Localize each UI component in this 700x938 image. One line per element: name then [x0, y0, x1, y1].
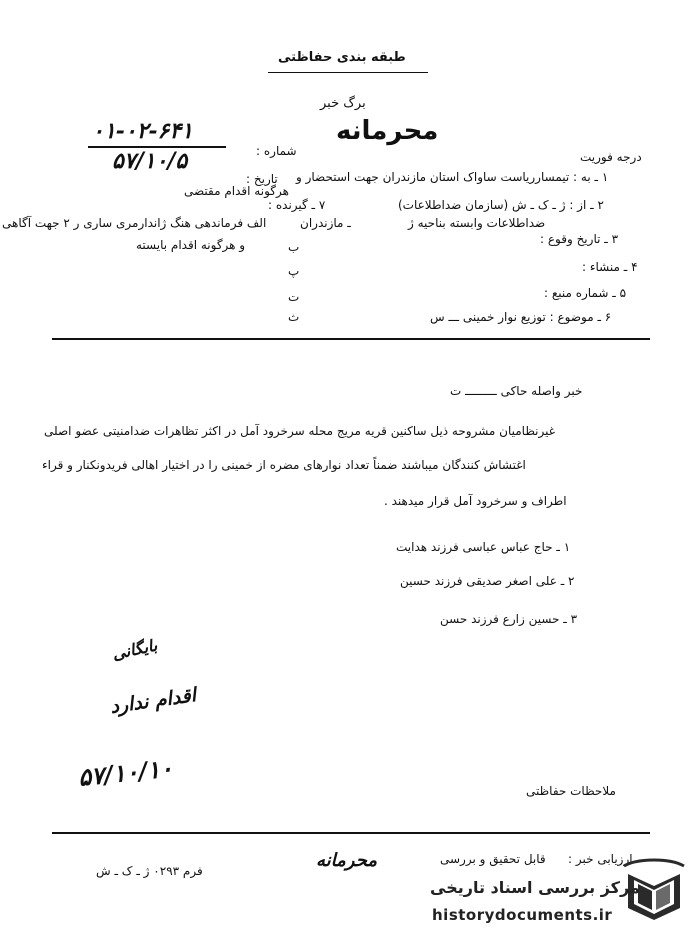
header-underline [268, 72, 428, 73]
evaluation-label: ارزیابی خبر : [568, 852, 633, 866]
recipient-pe: پ [288, 264, 300, 278]
recipient-alef-line2: و هرگونه اقدام بایسته [136, 238, 246, 252]
number-label: شماره : [256, 144, 297, 158]
handwritten-date: ۵۷/۱۰/۱۰ [76, 753, 175, 792]
handwritten-ref-date: ۵۷/۱۰/۵ [112, 148, 188, 174]
handwritten-note-1: بایگانی [110, 635, 159, 664]
recipient-alef-line1: الف فرماندهی هنگ ژاندارمری ساری ر ۲ جهت آگاهی [2, 216, 267, 230]
field-receiver-label: ۷ ـ گیرنده : [268, 198, 326, 212]
field-from: ۲ ـ از : ژ ـ ک ـ ش (سازمان ضداطلاعات) [398, 198, 604, 212]
classification-header: طبقه بندی حفاظتی [278, 50, 406, 65]
body-heading: خبر واصله حاکی ـــــــــ ت [450, 384, 583, 398]
person-2: ۲ ـ علی اصغر صدیقی فرزند حسین [400, 574, 575, 588]
handwritten-ref-number: ۰۱-۰۲-۶۴۱ [92, 118, 193, 144]
field-origin: ۴ ـ منشاء : [582, 260, 638, 274]
header-divider [52, 338, 650, 340]
recipient-se: ث [288, 310, 300, 324]
field-incident-date: ۳ ـ تاریخ وقوع : [540, 232, 619, 246]
date-label: تاریخ : [246, 172, 278, 186]
recipient-te: ت [288, 290, 300, 304]
recipient-be: ب [288, 240, 300, 254]
body-line-2: اغتشاش کنندگان میباشند ضمناً تعداد نوارهای مضره از خمینی را در اختیار اهالی فریدونکنار و قراء [42, 458, 526, 472]
security-notes-label: ملاحظات حفاظتی [526, 784, 616, 798]
evaluation-value: قابل تحقیق و بررسی [440, 852, 546, 866]
urgency-label: درجه فوریت [580, 150, 642, 164]
handwritten-note-2: اقدام ندارد [108, 684, 198, 718]
form-number: فرم ۰۲۹۳ ژ ـ ک ـ ش [96, 864, 203, 878]
person-1: ۱ ـ حاج عباس عباسی فرزند هدایت [396, 540, 571, 554]
bottom-confidential-stamp: محرمانه [316, 850, 377, 871]
body-line-1: غیرنظامیان مشروحه ذیل ساکنین قریه مریج محله سرخرود آمل در اکثر تظاهرات ضدامنیتی عضو اصلی [44, 424, 556, 438]
person-3: ۳ ـ حسین زارع فرزند حسن [440, 612, 578, 626]
confidential-stamp: محرمانه [336, 116, 439, 146]
field-related-units: ضداطلاعات وابسته بناحیه ژ [408, 216, 546, 230]
watermark-name: مرکز بررسی اسناد تاریخی [430, 878, 640, 897]
footer-divider [52, 832, 650, 834]
field-subject: ۶ ـ موضوع : توزیع نوار خمینی ـــ س [430, 310, 612, 324]
field-source-number: ۵ ـ شماره منبع : [544, 286, 627, 300]
action-note: هرگونه اقدام مقتضی [184, 184, 289, 198]
field-to: ۱ ـ به : تیمسارریاست ساواک استان مازندران جهت استحضار و [296, 170, 609, 184]
field-receiver-value: ـ مازندران [300, 216, 351, 230]
form-title: برگ خبر [320, 96, 366, 111]
body-line-3: اطراف و سرخرود آمل قرار میدهند . [384, 494, 567, 508]
watermark-url: historydocuments.ir [432, 906, 613, 924]
